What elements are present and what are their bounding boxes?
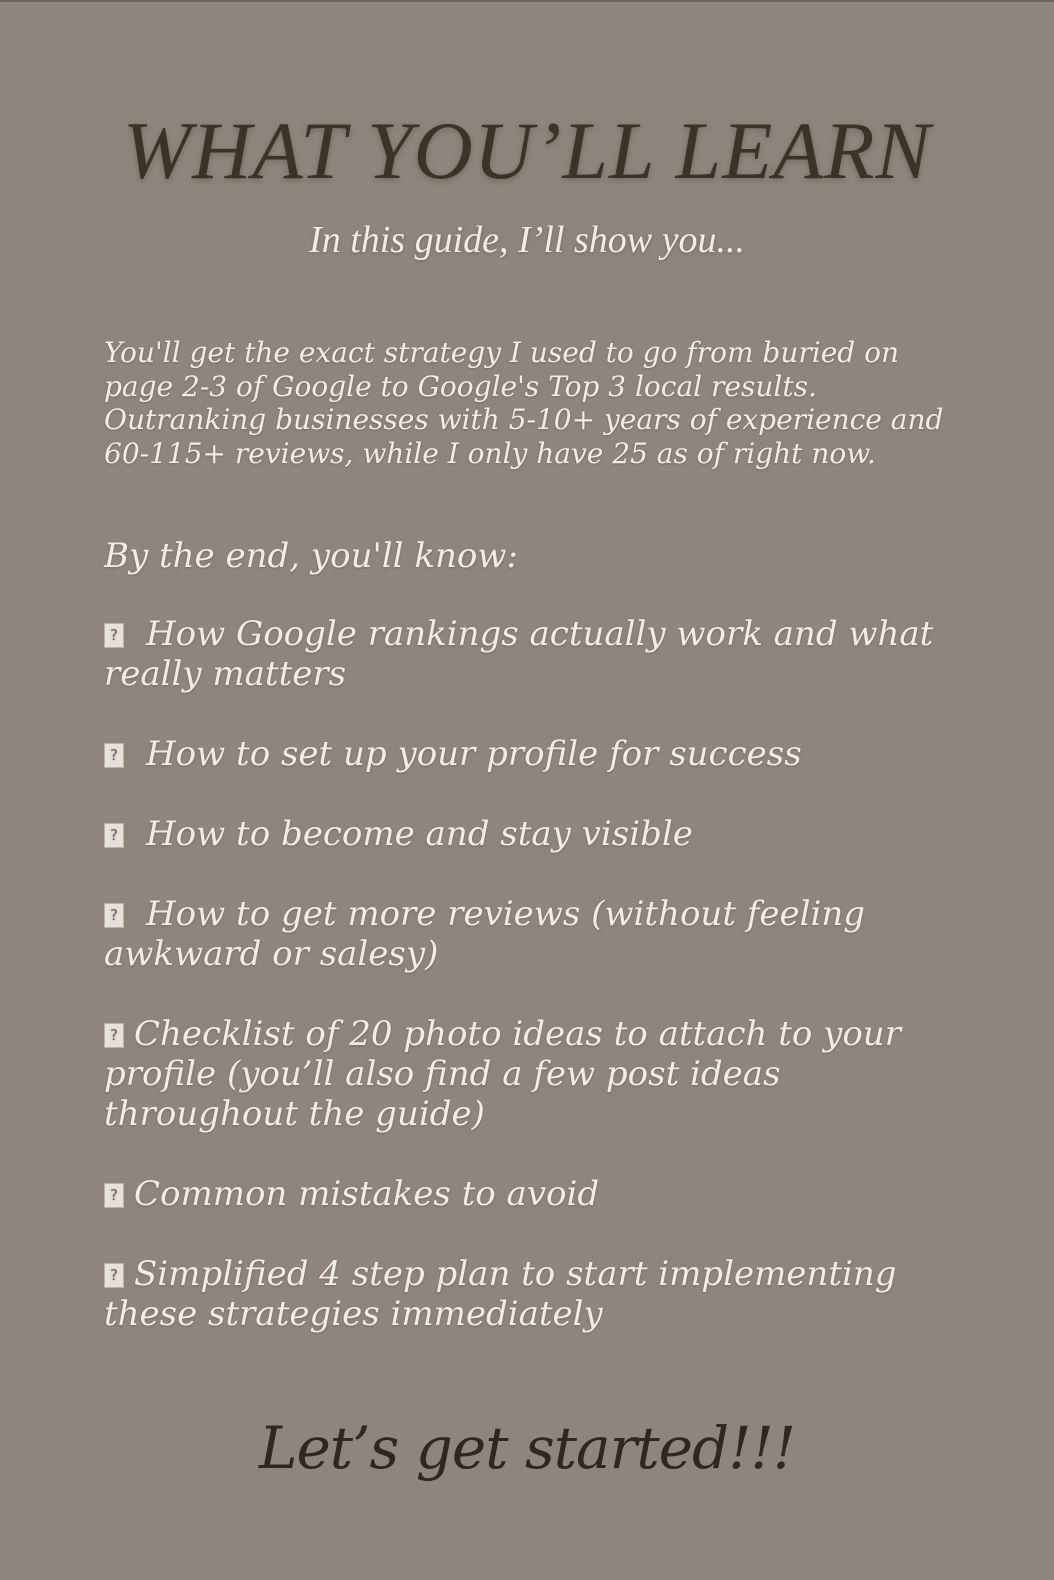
missing-glyph-icon bbox=[104, 743, 124, 768]
missing-glyph-icon bbox=[104, 1023, 124, 1048]
missing-glyph-icon bbox=[104, 1263, 124, 1288]
learn-item-text: How to set up your profile for success bbox=[146, 734, 802, 774]
learn-item-text: Common mistakes to avoid bbox=[134, 1174, 600, 1214]
learn-item bbox=[104, 1014, 934, 1134]
learn-item-text: Simplified 4 step plan to start implementing these strategies immediately bbox=[104, 1254, 897, 1334]
learn-item bbox=[104, 1254, 934, 1334]
closing-script: Let’s get started!!! bbox=[258, 1414, 796, 1482]
missing-glyph-icon bbox=[104, 903, 124, 928]
learn-item bbox=[104, 894, 934, 974]
learn-item bbox=[104, 1174, 934, 1214]
learn-item-text: Checklist of 20 photo ideas to attach to your profile (you’ll also find a few post ideas throughout the guide) bbox=[104, 1014, 901, 1134]
page-subtitle: In this guide, I’ll show you... bbox=[309, 219, 745, 261]
learn-item bbox=[104, 814, 934, 854]
learn-item-text: How to become and stay visible bbox=[146, 814, 693, 854]
learn-item-text: How to get more reviews (without feeling awkward or salesy) bbox=[104, 894, 866, 974]
intro-paragraph: You'll get the exact strategy I used to go from buried on page 2-3 of Google to Google's Top 3 local results. Outranking businesses with 5-10+ years of experience and 60-115+ reviews, while I only have 25 as of right now. bbox=[104, 336, 944, 470]
missing-glyph-icon bbox=[104, 1183, 124, 1208]
learn-item bbox=[104, 734, 934, 774]
missing-glyph-icon bbox=[104, 623, 124, 648]
list-lead-in: By the end, you'll know: bbox=[104, 536, 518, 576]
page-title: WHAT YOU’LL LEARN bbox=[122, 105, 932, 196]
learn-item-text: How Google rankings actually work and what really matters bbox=[104, 614, 934, 694]
learn-item bbox=[104, 614, 934, 694]
missing-glyph-icon bbox=[104, 823, 124, 848]
